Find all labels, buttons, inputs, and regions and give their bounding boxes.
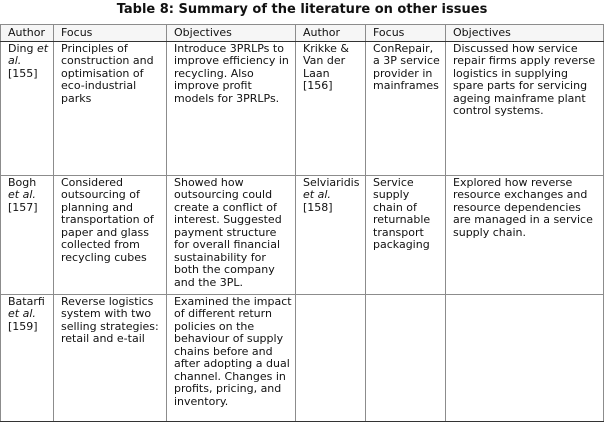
author-cell: [1, 41, 54, 175]
header-author: Author: [1, 25, 54, 42]
objectives-cell: Explored how reverse resource exchanges and resource dependencies are managed in a service supply chain.: [446, 175, 604, 294]
literature-table: [0, 24, 604, 422]
author-cell: [296, 41, 366, 175]
author-etal: et al.: [303, 188, 331, 201]
empty-cell: [446, 294, 604, 421]
author-ref: [156]: [303, 79, 333, 92]
focus-cell: Principles of construction and optimisation of eco-industrial parks: [54, 41, 167, 175]
table-row: [1, 294, 604, 421]
author-name: Selviaridis: [303, 175, 360, 189]
objectives-cell: Discussed how service repair firms apply reverse logistics in supplying spare parts for servicing ageing mainframe plant control systems.: [446, 41, 604, 175]
author-name: Ding: [8, 41, 34, 55]
author-cell: [296, 175, 366, 294]
focus-cell: ConRepair, a 3P service provider in mainframes: [366, 41, 446, 175]
author-name: Bogh: [8, 175, 37, 189]
header-author-2: Author: [296, 25, 366, 42]
focus-cell: Considered outsourcing of planning and transportation of paper and glass collected from recycling cubes: [54, 175, 167, 294]
author-ref: [158]: [303, 200, 333, 214]
author-etal: et al.: [8, 307, 36, 320]
table-row: [1, 175, 604, 294]
objectives-cell: Introduce 3PRLPs to improve efficiency in recycling. Also improve profit models for 3PRLPs.: [167, 41, 296, 175]
author-etal: et al.: [8, 188, 36, 201]
author-cell: [1, 294, 54, 421]
empty-cell: [366, 294, 446, 421]
empty-cell: [296, 294, 366, 421]
header-objectives-2: Objectives: [446, 25, 604, 42]
author-ref: [159]: [8, 319, 38, 333]
author-name: Batarfi: [8, 294, 45, 308]
author-name: Krikke & Van der Laan: [303, 41, 349, 80]
author-ref: [157]: [8, 200, 38, 214]
author-cell: [1, 175, 54, 294]
header-row: [1, 25, 604, 42]
header-focus: Focus: [54, 25, 167, 42]
objectives-cell: Examined the impact of different return policies on the behaviour of supply chains before and after adopting a dual channel. Changes in profits, pricing, and inventory.: [167, 294, 296, 421]
header-focus-2: Focus: [366, 25, 446, 42]
author-etal: et al.: [8, 41, 49, 67]
author-ref: [155]: [8, 66, 38, 80]
objectives-cell: Showed how outsourcing could create a conflict of interest. Suggested payment structure for overall financial sustainability for both the company and the 3PL.: [167, 175, 296, 294]
table-row: [1, 41, 604, 175]
table-caption: Table 8: Summary of the literature on other issues: [116, 2, 488, 17]
header-objectives: Objectives: [167, 25, 296, 42]
focus-cell: Service supply chain of returnable transport packaging: [366, 175, 446, 294]
focus-cell: Reverse logistics system with two selling strategies: retail and e-tail: [54, 294, 167, 421]
